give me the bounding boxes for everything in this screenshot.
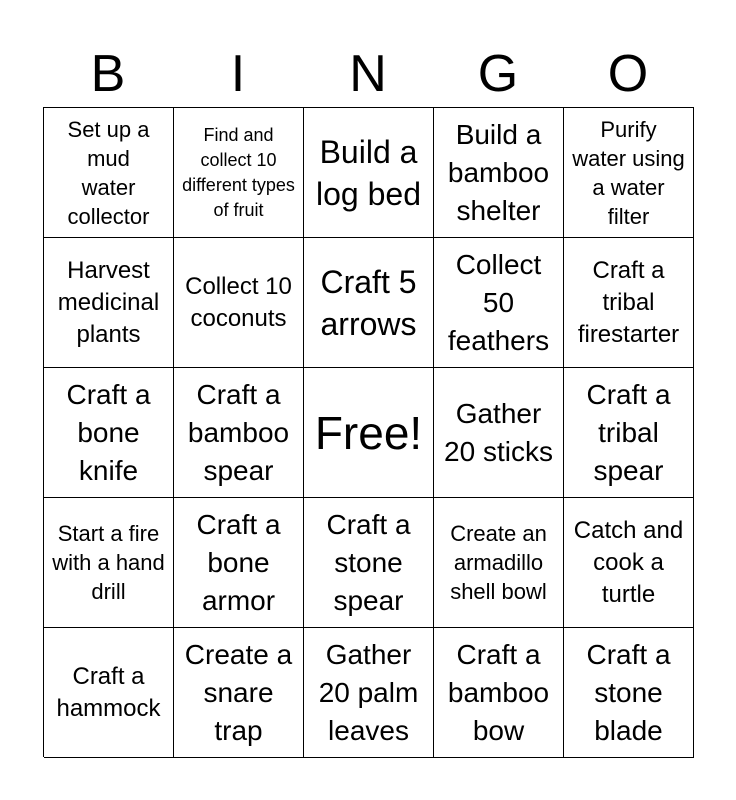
cell-text: Create a snare trap <box>184 638 293 746</box>
bingo-cell[interactable] <box>564 108 694 238</box>
cell-text: Craft a tribal firestarter <box>577 256 680 348</box>
cell-text: Craft 5 arrows <box>320 263 417 342</box>
cell-text: Craft a tribal spear <box>586 378 671 486</box>
bingo-cell[interactable] <box>174 498 304 628</box>
cell-text: Collect 10 coconuts <box>185 272 292 332</box>
bingo-cell[interactable] <box>44 368 174 498</box>
free-space-label: Free! <box>314 406 423 459</box>
bingo-cell[interactable] <box>304 108 434 238</box>
bingo-header <box>43 40 693 108</box>
bingo-cell[interactable] <box>564 498 694 628</box>
header-letter-o: O <box>607 45 649 103</box>
cell-text: Craft a bamboo spear <box>187 378 290 486</box>
cell-text: Purify water using a water filter <box>572 116 685 229</box>
cell-text: Collect 50 feathers <box>447 248 550 356</box>
cell-text: Craft a hammock <box>56 662 161 722</box>
cell-text: Find and collect 10 different types of fruit <box>182 124 295 220</box>
bingo-cell[interactable] <box>434 628 564 758</box>
bingo-cell[interactable] <box>434 238 564 368</box>
bingo-cell[interactable] <box>304 498 434 628</box>
bingo-cell[interactable] <box>434 498 564 628</box>
cell-text: Build a log bed <box>316 133 421 212</box>
bingo-cell[interactable] <box>44 628 174 758</box>
cell-text: Gather 20 palm leaves <box>318 638 419 746</box>
bingo-cell[interactable] <box>174 108 304 238</box>
cell-text: Harvest medicinal plants <box>57 256 160 348</box>
cell-text: Craft a bone armor <box>196 508 281 616</box>
bingo-cell[interactable] <box>564 368 694 498</box>
cell-text: Catch and cook a turtle <box>573 516 684 608</box>
cell-text: Craft a stone blade <box>586 638 671 746</box>
header-letter-b: B <box>90 45 126 103</box>
cell-text: Craft a bamboo bow <box>447 638 550 746</box>
cell-text: Set up a mud water collector <box>67 116 150 229</box>
bingo-cell[interactable] <box>564 238 694 368</box>
cell-text: Craft a bone knife <box>66 378 151 486</box>
bingo-cell[interactable] <box>434 108 564 238</box>
bingo-cell[interactable] <box>44 238 174 368</box>
bingo-cell[interactable] <box>44 498 174 628</box>
free-space[interactable] <box>304 368 434 498</box>
bingo-cell[interactable] <box>44 108 174 238</box>
bingo-cell[interactable] <box>434 368 564 498</box>
bingo-cell[interactable] <box>174 238 304 368</box>
cell-text: Create an armadillo shell bowl <box>450 521 547 604</box>
bingo-cell[interactable] <box>304 238 434 368</box>
bingo-grid <box>43 107 694 757</box>
header-letter-i: I <box>230 45 246 103</box>
cell-text: Start a fire with a hand drill <box>52 521 165 604</box>
bingo-cell[interactable] <box>174 368 304 498</box>
header-letter-n: N <box>349 45 387 103</box>
cell-text: Craft a stone spear <box>326 508 411 616</box>
bingo-cell[interactable] <box>564 628 694 758</box>
bingo-cell[interactable] <box>174 628 304 758</box>
cell-text: Gather 20 sticks <box>444 397 553 467</box>
header-letter-g: G <box>477 45 519 103</box>
bingo-cell[interactable] <box>304 628 434 758</box>
cell-text: Build a bamboo shelter <box>447 118 550 226</box>
